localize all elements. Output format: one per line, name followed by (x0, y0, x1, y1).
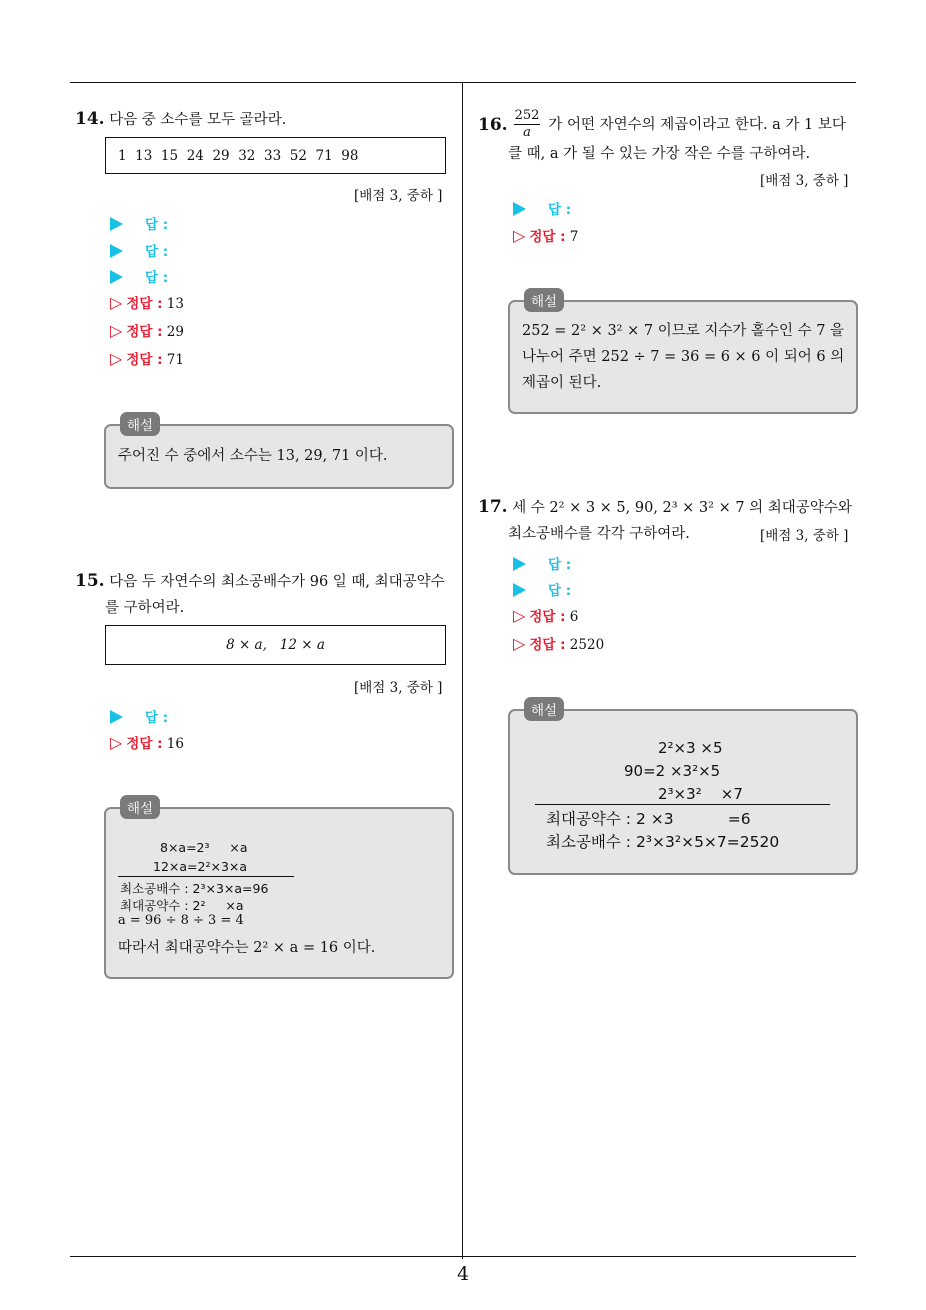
q15-score: [배점 3, 중하 ] (354, 680, 443, 696)
q17-solution-line1: 2²×3 ×5 (658, 739, 723, 757)
q17-solution-line4: 최대공약수 : 2 ×3 =6 (546, 810, 751, 828)
q14-text: 다음 중 소수를 모두 골라라. (109, 112, 287, 128)
q14-correct-3: ▷ 정답 : 71 (110, 349, 184, 368)
q17-text-line1: 세 수 2² × 3 × 5, 90, 2³ × 3² × 7 의 최대공약수와 (512, 500, 852, 516)
q15-answer[interactable]: 답 : (110, 706, 168, 726)
play-icon (110, 710, 123, 724)
play-icon (513, 583, 526, 597)
q17-answer-2[interactable]: 답 : (513, 579, 571, 599)
play-icon (513, 202, 526, 216)
q15-expression-box (105, 625, 446, 665)
q14-number: 14. (75, 109, 105, 129)
q15-solution-line3: 최소공배수 : 2³×3×a=96 (120, 881, 269, 896)
q14-correct-1: ▷ 정답 : 13 (110, 293, 184, 312)
q16-solution-tag: 해설 (524, 288, 564, 312)
q16-question (478, 108, 863, 167)
q16-number: 16. (478, 114, 508, 135)
q15-solution-line2: 12×a=2²×3×a (153, 859, 248, 874)
q14-answer-3[interactable]: 답 : (110, 266, 168, 286)
outline-triangle-icon: ▷ (513, 634, 526, 653)
q14-solution-tag: 해설 (120, 412, 160, 436)
q17-solution-divider (535, 804, 830, 805)
bottom-rule (70, 1256, 856, 1257)
column-divider (462, 83, 463, 1259)
q15-correct: ▷ 정답 : 16 (110, 733, 184, 752)
q17-text-line2: 최소공배수를 각각 구하여라. (508, 526, 690, 542)
q14-correct-2: ▷ 정답 : 29 (110, 321, 184, 340)
outline-triangle-icon: ▷ (110, 733, 123, 752)
q16-text-line1: 가 어떤 자연수의 제곱이라고 한다. a 가 1 보다 (548, 116, 846, 133)
q16-solution-line3: 제곱이 된다. (522, 375, 602, 391)
outline-triangle-icon: ▷ (513, 606, 526, 625)
q15-solution-line4: 최대공약수 : 2² ×a (120, 898, 244, 913)
q17-answer-1[interactable]: 답 : (513, 553, 571, 573)
q16-solution-line1: 252 = 2² × 3² × 7 이므로 지수가 홀수인 수 7 을 (522, 323, 845, 339)
q15-solution-divider (118, 876, 294, 877)
q15-text-line1: 다음 두 자연수의 최소공배수가 96 일 때, 최대공약수 (109, 574, 445, 590)
q15-box-text: 8 × a, 12 × a (226, 637, 325, 653)
outline-triangle-icon: ▷ (110, 349, 123, 368)
q16-solution-line2: 나누어 주면 252 ÷ 7 = 36 = 6 × 6 이 되어 6 의 (522, 349, 845, 365)
q17-solution-line2: 90=2 ×3²×5 (624, 762, 721, 780)
q14-answer-2[interactable]: 답 : (110, 240, 168, 260)
q17-number: 17. (478, 497, 508, 517)
q17-score: [배점 3, 중하 ] (760, 528, 849, 544)
q15-question (75, 568, 460, 621)
top-rule (70, 82, 856, 83)
q16-answer[interactable]: 답 : (513, 198, 571, 218)
q16-fraction-numerator: 252 (514, 108, 540, 123)
q15-solution-line6: 따라서 최대공약수는 2² × a = 16 이다. (118, 940, 376, 956)
play-icon (110, 270, 123, 284)
outline-triangle-icon: ▷ (513, 226, 526, 245)
q14-number-box (105, 137, 446, 174)
q15-number: 15. (75, 571, 105, 591)
q16-correct: ▷ 정답 : 7 (513, 226, 579, 245)
q16-fraction-denominator: a (523, 125, 531, 140)
play-icon (110, 217, 123, 231)
q16-text-line2: 클 때, a 가 될 수 있는 가장 작은 수를 구하여라. (508, 146, 811, 162)
q14-score: [배점 3, 중하 ] (354, 188, 443, 204)
q15-text-line2: 를 구하여라. (105, 600, 185, 616)
outline-triangle-icon: ▷ (110, 293, 123, 312)
q17-correct-1: ▷ 정답 : 6 (513, 606, 579, 625)
outline-triangle-icon: ▷ (110, 321, 123, 340)
q14-solution-text: 주어진 수 중에서 소수는 13, 29, 71 이다. (118, 448, 388, 464)
q17-solution-line5: 최소공배수 : 2³×3²×5×7=2520 (546, 833, 780, 851)
q14-answer-1[interactable]: 답 : (110, 213, 168, 233)
play-icon (513, 557, 526, 571)
q16-fraction (514, 108, 541, 141)
q17-correct-2: ▷ 정답 : 2520 (513, 634, 605, 653)
q15-solution-line5: a = 96 ÷ 8 ÷ 3 = 4 (118, 913, 244, 928)
q14-box-text: 1 13 15 24 29 32 33 52 71 98 (118, 147, 359, 164)
q16-score: [배점 3, 중하 ] (760, 173, 849, 189)
q17-solution-line3: 2³×3² ×7 (658, 785, 743, 803)
q15-solution-line1: 8×a=2³ ×a (160, 840, 248, 855)
q15-solution-tag: 해설 (120, 795, 160, 819)
q14-question (75, 106, 286, 133)
page-number: 4 (456, 1263, 470, 1285)
q17-solution-tag: 해설 (524, 697, 564, 721)
play-icon (110, 244, 123, 258)
